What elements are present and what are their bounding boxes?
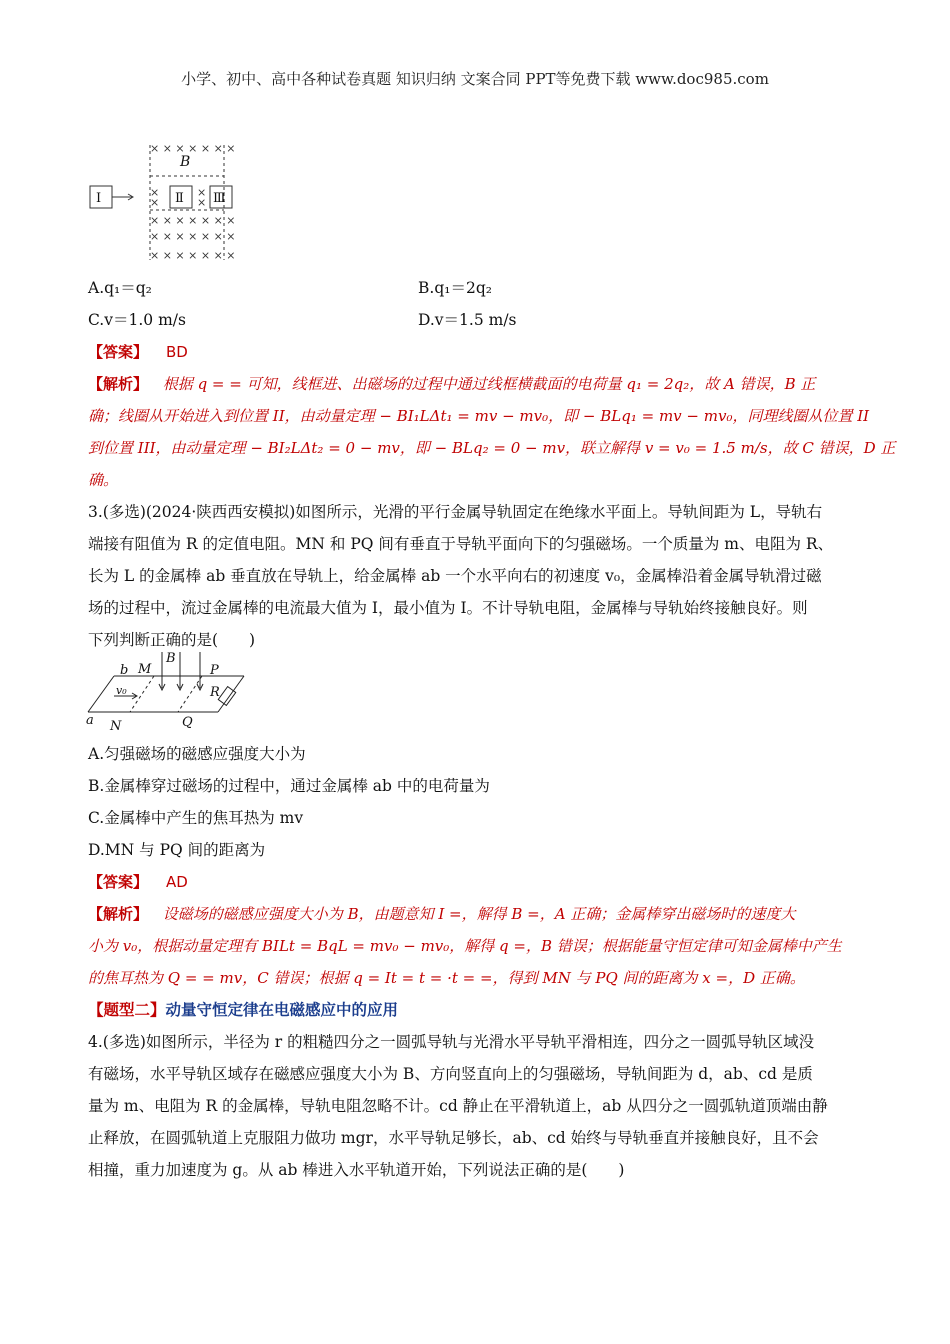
q2-answer — [88, 342, 188, 362]
fig2-label-r: R — [210, 685, 220, 700]
fig2-label-p: P — [210, 663, 219, 678]
fig2-label-b-end: b — [120, 663, 129, 678]
q3-analysis-line-1: 【解析】 设磁场的磁感应强度大小为 B，由题意知 I =，解得 B =，A 正确；金属棒穿出磁场时的速度大 — [88, 905, 796, 923]
q4-stem-line-1: 4.(多选)如图所示，半径为 r 的粗糙四分之一圆弧导轨与光滑水平导轨平滑相连，四分之一圆弧导轨区域没 — [88, 1033, 815, 1051]
svg-text:×: × — [150, 196, 160, 209]
q4-stem-line-3: 量为 m、电阻为 R 的金属棒，导轨电阻忽略不计。cd 静止在平滑轨道上，ab 从四分之一圆弧轨道顶端由静 — [88, 1097, 828, 1115]
q3-stem-line-4: 场的过程中，流过金属棒的电流最大值为 I，最小值为 I。不计导轨电阻，金属棒与导轨始终接触良好。则 — [88, 599, 808, 617]
section-title: 动量守恒定律在电磁感应中的应用 — [165, 1001, 399, 1019]
fig2-label-b: B — [166, 651, 176, 666]
svg-text:× × × × × × ×: × × × × × × × — [150, 230, 236, 243]
fig2-label-m: M — [138, 662, 152, 677]
section-heading — [88, 1000, 398, 1020]
svg-text:× × × × × × ×: × × × × × × × — [150, 142, 236, 155]
q3-stem-line-2: 端接有阻值为 R 的定值电阻。MN 和 PQ 间有垂直于导轨平面向下的匀强磁场。一个质量为 m、电阻为 R、 — [88, 535, 834, 553]
q2-analysis-line-3: 到位置 III，由动量定理 − BI₂LΔt₂ = 0 − mv，即 − BLq₂ = 0 − mv，联立解得 v = v₀ = 1.5 m/s，故 C 错误，D 正 — [88, 439, 896, 457]
analysis-label: 【解析】 — [88, 905, 149, 923]
fig2-label-n: N — [110, 719, 122, 734]
figure-rails-field — [84, 648, 254, 738]
section-tag: 【题型二】 — [88, 1001, 166, 1019]
q4-stem-line-5: 相撞，重力加速度为 g。从 ab 棒进入水平轨道开始，下列说法正确的是( ) — [88, 1161, 625, 1179]
box3-label: Ⅲ — [213, 191, 226, 206]
q3-option-a: A.匀强磁场的磁感应强度大小为 — [88, 745, 306, 763]
q2-option-b: B.q₁＝2q₂ — [418, 279, 492, 297]
answer-label: 【答案】 — [88, 873, 149, 891]
fig2-label-q: Q — [182, 715, 193, 730]
q4-stem-line-4: 止释放，在圆弧轨道上克服阻力做功 mgr，水平导轨足够长，ab、cd 始终与导轨垂直并接触良好，且不会 — [88, 1129, 819, 1147]
q3-answer — [88, 872, 188, 892]
q3-stem-line-5: 下列判断正确的是( ) — [88, 631, 256, 649]
svg-text:×: × — [197, 186, 207, 199]
figure-coil-field — [86, 140, 246, 265]
svg-text:×: × — [197, 196, 207, 209]
svg-text:× × × × × × ×: × × × × × × × — [150, 214, 236, 227]
q2-analysis-line-2: 确；线圈从开始进入到位置 II，由动量定理 − BI₁LΔt₁ = mv − mv₀，即 − BLq₁ = mv − mv₀，同理线圈从位置 II — [88, 407, 870, 425]
page-header: 小学、初中、高中各种试卷真题 知识归纳 文案合同 PPT等免费下载 www.doc985.com — [181, 70, 769, 88]
svg-text:× × × × × × ×: × × × × × × × — [150, 249, 236, 262]
q2-analysis-line-1: 【解析】 根据 q = = 可知，线框进、出磁场的过程中通过线框横截面的电荷量 q₁ = 2q₂，故 A 错误，B 正 — [88, 375, 816, 393]
q3-option-d: D.MN 与 PQ 间的距离为 — [88, 841, 266, 859]
field-label-b: B — [180, 154, 191, 170]
analysis-label: 【解析】 — [88, 375, 149, 393]
answer-label: 【答案】 — [88, 343, 149, 361]
q2-option-d: D.v＝1.5 m/s — [418, 311, 517, 329]
q3-option-c: C.金属棒中产生的焦耳热为 mv — [88, 809, 304, 827]
q3-stem-line-1: 3.(多选)(2024·陕西西安模拟)如图所示，光滑的平行金属导轨固定在绝缘水平面上。导轨间距为 L，导轨右 — [88, 503, 823, 521]
q2-analysis-line-4: 确。 — [88, 471, 119, 489]
fig2-label-a: a — [86, 713, 94, 728]
q3-analysis-line-2: 小为 v₀，根据动量定理有 BILt = BqL = mv₀ − mv₀，解得 q =，B 错误；根据能量守恒定律可知金属棒中产生 — [88, 937, 842, 955]
box1-label: Ⅰ — [96, 191, 102, 206]
answer-value: BD — [166, 343, 188, 361]
box2-label: Ⅱ — [175, 191, 184, 206]
q3-analysis-line-3: 的焦耳热为 Q = = mv，C 错误；根据 q = It = t = ·t = =，得到 MN 与 PQ 间的距离为 x =，D 正确。 — [88, 969, 805, 987]
q3-stem-line-3: 长为 L 的金属棒 ab 垂直放在导轨上，给金属棒 ab 一个水平向右的初速度 v₀，金属棒沿着金属导轨滑过磁 — [88, 567, 822, 585]
q2-option-a: A.q₁＝q₂ — [88, 279, 152, 297]
fig2-label-v0: v₀ — [116, 684, 127, 697]
svg-text:×: × — [150, 186, 160, 199]
q3-option-b: B.金属棒穿过磁场的过程中，通过金属棒 ab 中的电荷量为 — [88, 777, 490, 795]
q2-option-c: C.v＝1.0 m/s — [88, 311, 186, 329]
q4-stem-line-2: 有磁场，水平导轨区域存在磁感应强度大小为 B、方向竖直向上的匀强磁场，导轨间距为 d，ab、cd 是质 — [88, 1065, 813, 1083]
answer-value: AD — [166, 873, 188, 891]
